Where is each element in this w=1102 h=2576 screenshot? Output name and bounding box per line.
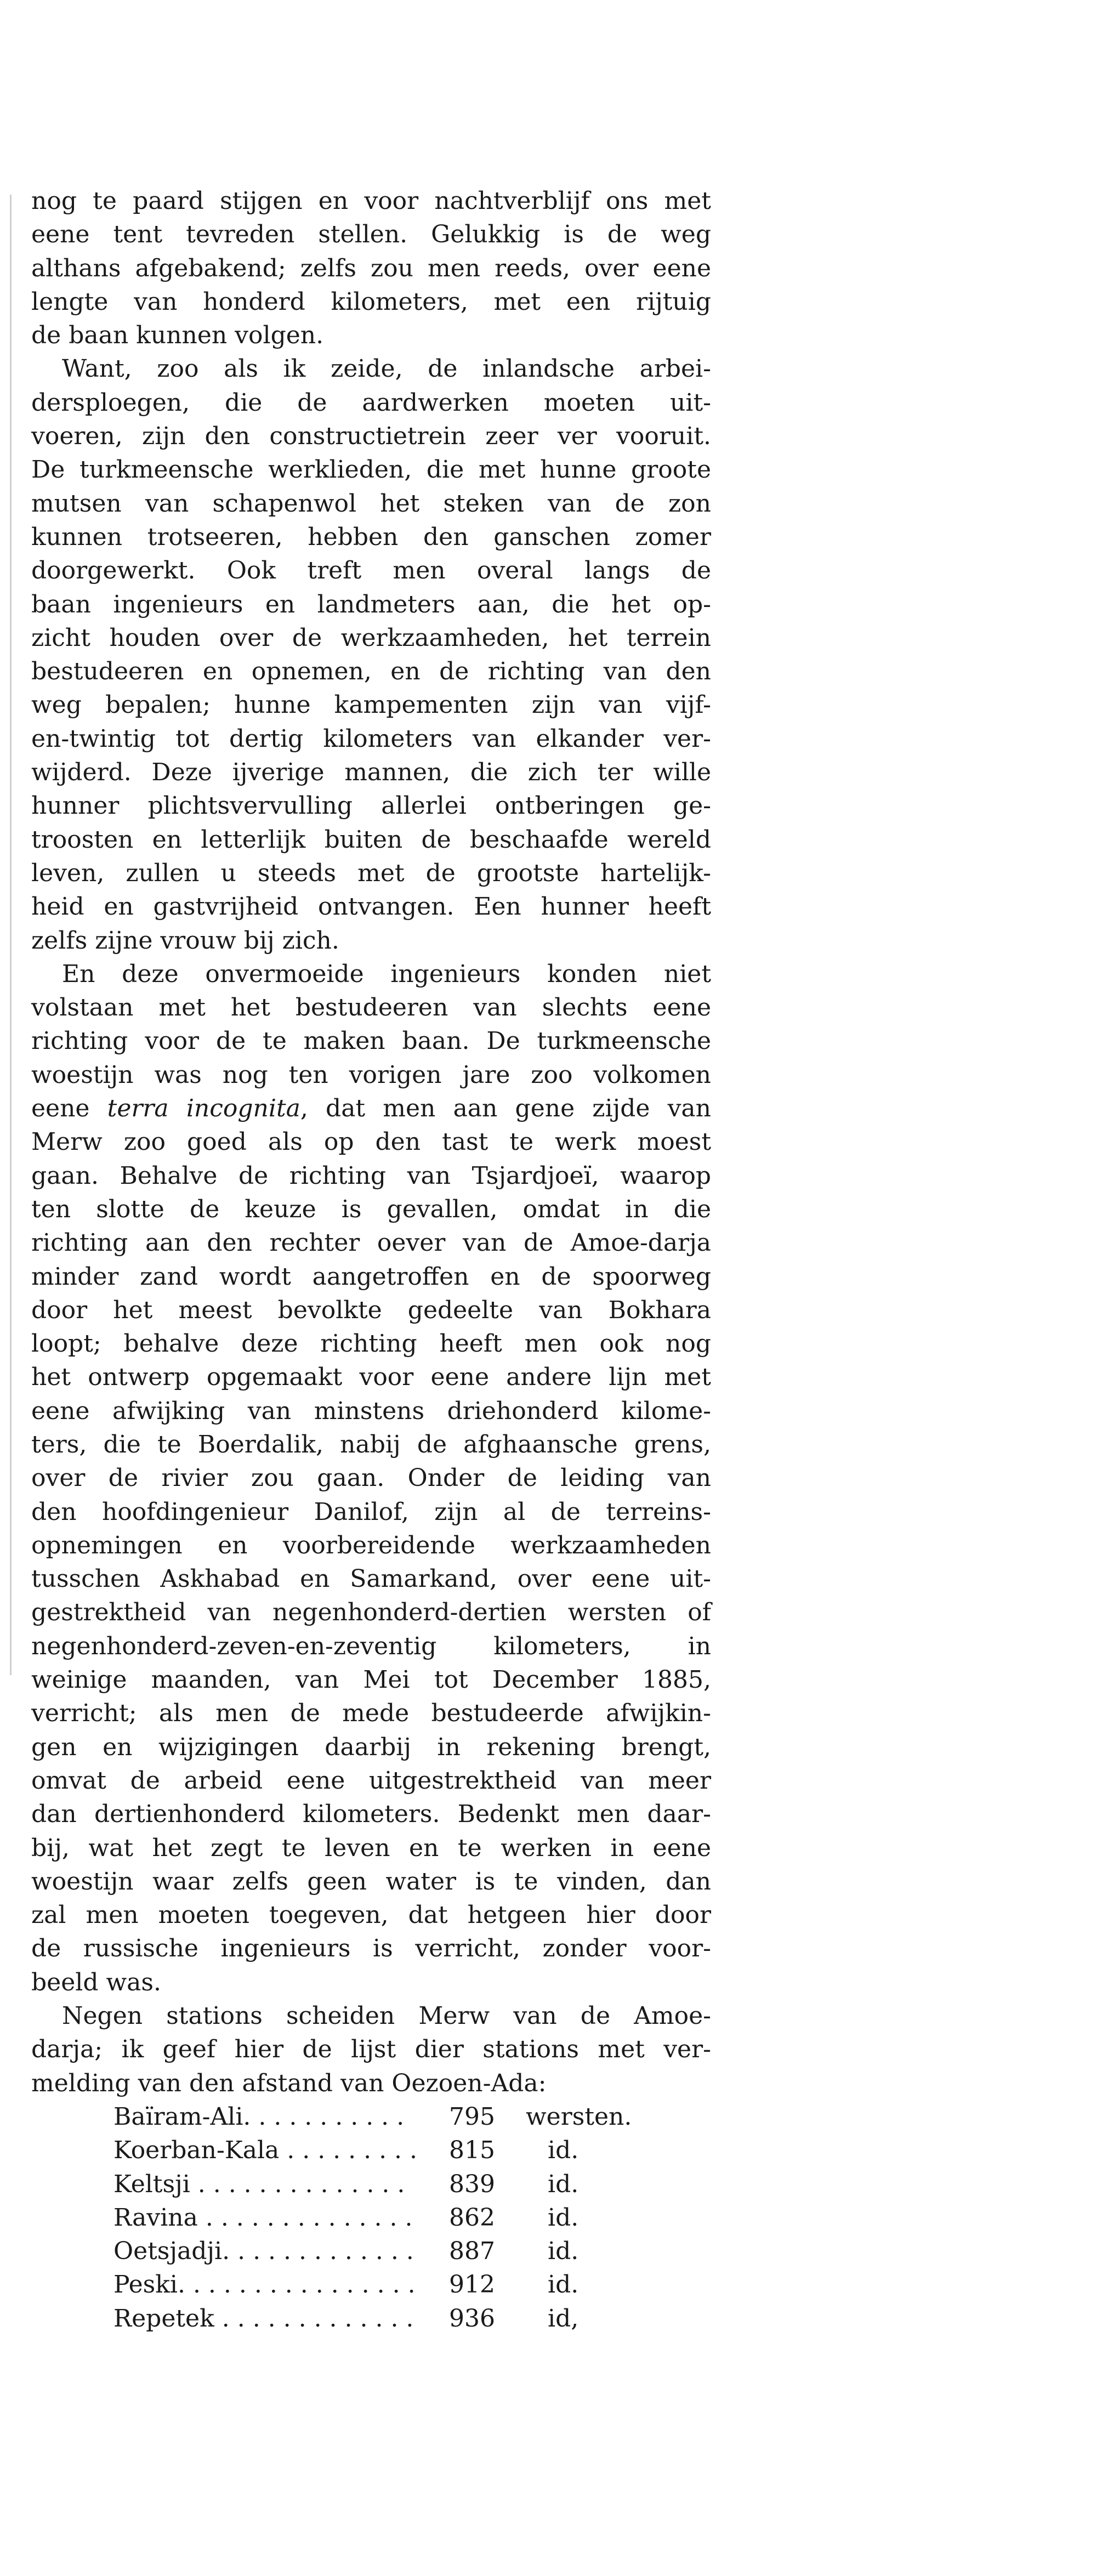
- text-line: bij, wat het zegt te leven en te werken in eene: [31, 1834, 711, 1862]
- station-unit: wersten.: [526, 2102, 632, 2131]
- text-line: door het meest bevolkte gedeelte van Bokhara: [31, 1296, 711, 1324]
- margin-rule: [10, 195, 14, 1675]
- text-line: richting voor de te maken baan. De turkmeensche: [31, 1027, 711, 1056]
- text-line: weinige maanden, van Mei tot December 1885,: [31, 1666, 711, 1694]
- text-line: zicht houden over de werkzaamheden, het terrein: [31, 623, 711, 652]
- station-name: Ravina . . . . . . . . . . . . . .: [113, 2203, 413, 2232]
- station-distance: 936: [449, 2304, 495, 2333]
- text-line: richting aan den rechter oever van de Amoe-darja: [31, 1229, 711, 1257]
- paragraph: [31, 184, 711, 352]
- text-line: hunner plichtsvervulling allerlei ontberingen ge-: [31, 792, 711, 820]
- text-line: Want, zoo als ik zeide, de inlandsche arbei-: [62, 355, 711, 383]
- text-line: baan ingenieurs en landmeters aan, die het op-: [31, 590, 711, 619]
- text-line: En deze onvermoeide ingenieurs konden niet: [62, 960, 711, 988]
- italic-phrase: terra incognita: [107, 1094, 300, 1123]
- station-name: Koerban-Kala . . . . . . . . .: [113, 2136, 418, 2165]
- station-unit: id.: [548, 2170, 579, 2198]
- text-line: bestudeeren en opnemen, en de richting van den: [31, 657, 711, 686]
- station-unit: id.: [548, 2237, 579, 2266]
- text-line: voeren, zijn den constructietrein zeer ver vooruit.: [31, 422, 711, 451]
- station-row: [113, 2100, 632, 2134]
- station-name: Peski. . . . . . . . . . . . . . . .: [113, 2271, 416, 2299]
- text-line: woestijn was nog ten vorigen jare zoo volkomen: [31, 1060, 711, 1089]
- text-line: darja; ik geef hier de lijst dier stations met ver-: [31, 2035, 711, 2064]
- station-name: Baïram-Ali. . . . . . . . . . .: [113, 2102, 405, 2131]
- text-line: de baan kunnen volgen.: [31, 321, 324, 350]
- text-line: nog te paard stijgen en voor nachtverblijf ons met: [31, 187, 711, 215]
- text-line: zal men moeten toegeven, dat hetgeen hier door: [31, 1901, 711, 1930]
- station-row: [113, 2268, 632, 2301]
- station-distance: 912: [449, 2271, 495, 2299]
- station-name: Keltsji . . . . . . . . . . . . . .: [113, 2170, 405, 2198]
- station-row: [113, 2134, 632, 2167]
- text-column: [31, 184, 711, 2335]
- station-distance: 839: [449, 2170, 495, 2198]
- station-row: [113, 2234, 632, 2268]
- text-line: omvat de arbeid eene uitgestrektheid van meer: [31, 1766, 711, 1795]
- text-line: beeld was.: [31, 1968, 161, 1996]
- station-unit: id.: [548, 2271, 579, 2299]
- station-row: [113, 2201, 632, 2234]
- text-line: zelfs zijne vrouw bij zich.: [31, 926, 339, 955]
- station-distance: 887: [449, 2237, 495, 2266]
- text-line: althans afgebakend; zelfs zou men reeds, over eene: [31, 254, 711, 282]
- station-unit: id.: [548, 2136, 579, 2165]
- station-table: [113, 2100, 632, 2335]
- text-line: heid en gastvrijheid ontvangen. Een hunner heeft: [31, 893, 711, 921]
- station-unit: id,: [548, 2304, 579, 2333]
- text-line: verricht; als men de mede bestudeerde afwijkin-: [31, 1699, 711, 1728]
- paragraph: [31, 1999, 711, 2100]
- text-line: leven, zullen u steeds met de grootste hartelijk-: [31, 859, 711, 887]
- text-line: eene tent tevreden stellen. Gelukkig is de weg: [31, 220, 711, 249]
- paragraph: [31, 352, 711, 957]
- text-line: ters, die te Boerdalik, nabij de afghaansche grens,: [31, 1430, 711, 1459]
- text-line: gestrektheid van negenhonderd-dertien wersten of: [31, 1598, 711, 1627]
- text-line: opnemingen en voorbereidende werkzaamheden: [31, 1531, 711, 1559]
- text-line: troosten en letterlijk buiten de beschaafde wereld: [31, 825, 711, 854]
- text-line: loopt; behalve deze richting heeft men ook nog: [31, 1330, 711, 1358]
- text-line: Merw zoo goed als op den tast te werk moest: [31, 1128, 711, 1156]
- text-line: melding van den afstand van Oezoen-Ada:: [31, 2069, 547, 2097]
- station-distance: 862: [449, 2203, 495, 2232]
- paragraphs: [31, 184, 711, 2100]
- text-line: de russische ingenieurs is verricht, zonder voor-: [31, 1934, 711, 1963]
- text-line: dan dertienhonderd kilometers. Bedenkt men daar-: [31, 1800, 711, 1829]
- text-line: dersploegen, die de aardwerken moeten uit-: [31, 388, 711, 417]
- text-line: lengte van honderd kilometers, met een rijtuig: [31, 287, 711, 316]
- text-line: en-twintig tot dertig kilometers van elkander ver-: [31, 724, 711, 753]
- text-line: eene afwijking van minstens driehonderd kilome-: [31, 1397, 711, 1425]
- text-line: negenhonderd-zeven-en-zeventig kilometers, in: [31, 1632, 711, 1660]
- text-line: mutsen van schapenwol het steken van de zon: [31, 489, 711, 518]
- text-line: minder zand wordt aangetroffen en de spoorweg: [31, 1262, 711, 1291]
- text-line: ten slotte de keuze is gevallen, omdat in die: [31, 1195, 711, 1223]
- station-unit: id.: [548, 2203, 579, 2232]
- text-line: wijderd. Deze ijverige mannen, die zich ter wille: [31, 758, 711, 787]
- text-line: kunnen trotseeren, hebben den ganschen zomer: [31, 523, 711, 551]
- station-name: Repetek . . . . . . . . . . . . .: [113, 2304, 414, 2333]
- text-line: woestijn waar zelfs geen water is te vinden, dan: [31, 1867, 711, 1896]
- text-line: over de rivier zou gaan. Onder de leiding van: [31, 1464, 711, 1493]
- text-line: weg bepalen; hunne kampementen zijn van vijf-: [31, 691, 711, 719]
- text-line: doorgewerkt. Ook treft men overal langs de: [31, 557, 711, 585]
- text-line: volstaan met het bestudeeren van slechts eene: [31, 994, 711, 1022]
- text-line: De turkmeensche werklieden, die met hunne groote: [31, 456, 711, 484]
- station-name: Oetsjadji. . . . . . . . . . . . .: [113, 2237, 414, 2266]
- text-line: gaan. Behalve de richting van Tsjardjoeï, waarop: [31, 1161, 711, 1190]
- station-distance: 815: [449, 2136, 495, 2165]
- text-line: den hoofdingenieur Danilof, zijn al de terreins-: [31, 1497, 711, 1526]
- station-row: [113, 2302, 632, 2335]
- text-line: eene terra incognita, dat men aan gene zijde van: [31, 1094, 711, 1123]
- paragraph: [31, 957, 711, 1999]
- station-distance: 795: [449, 2102, 495, 2131]
- text-line: het ontwerp opgemaakt voor eene andere lijn met: [31, 1363, 711, 1392]
- text-line: Negen stations scheiden Merw van de Amoe-: [62, 2002, 711, 2030]
- text-line: gen en wijzigingen daarbij in rekening brengt,: [31, 1733, 711, 1761]
- text-line: tusschen Askhabad en Samarkand, over eene uit-: [31, 1565, 711, 1593]
- station-row: [113, 2168, 632, 2201]
